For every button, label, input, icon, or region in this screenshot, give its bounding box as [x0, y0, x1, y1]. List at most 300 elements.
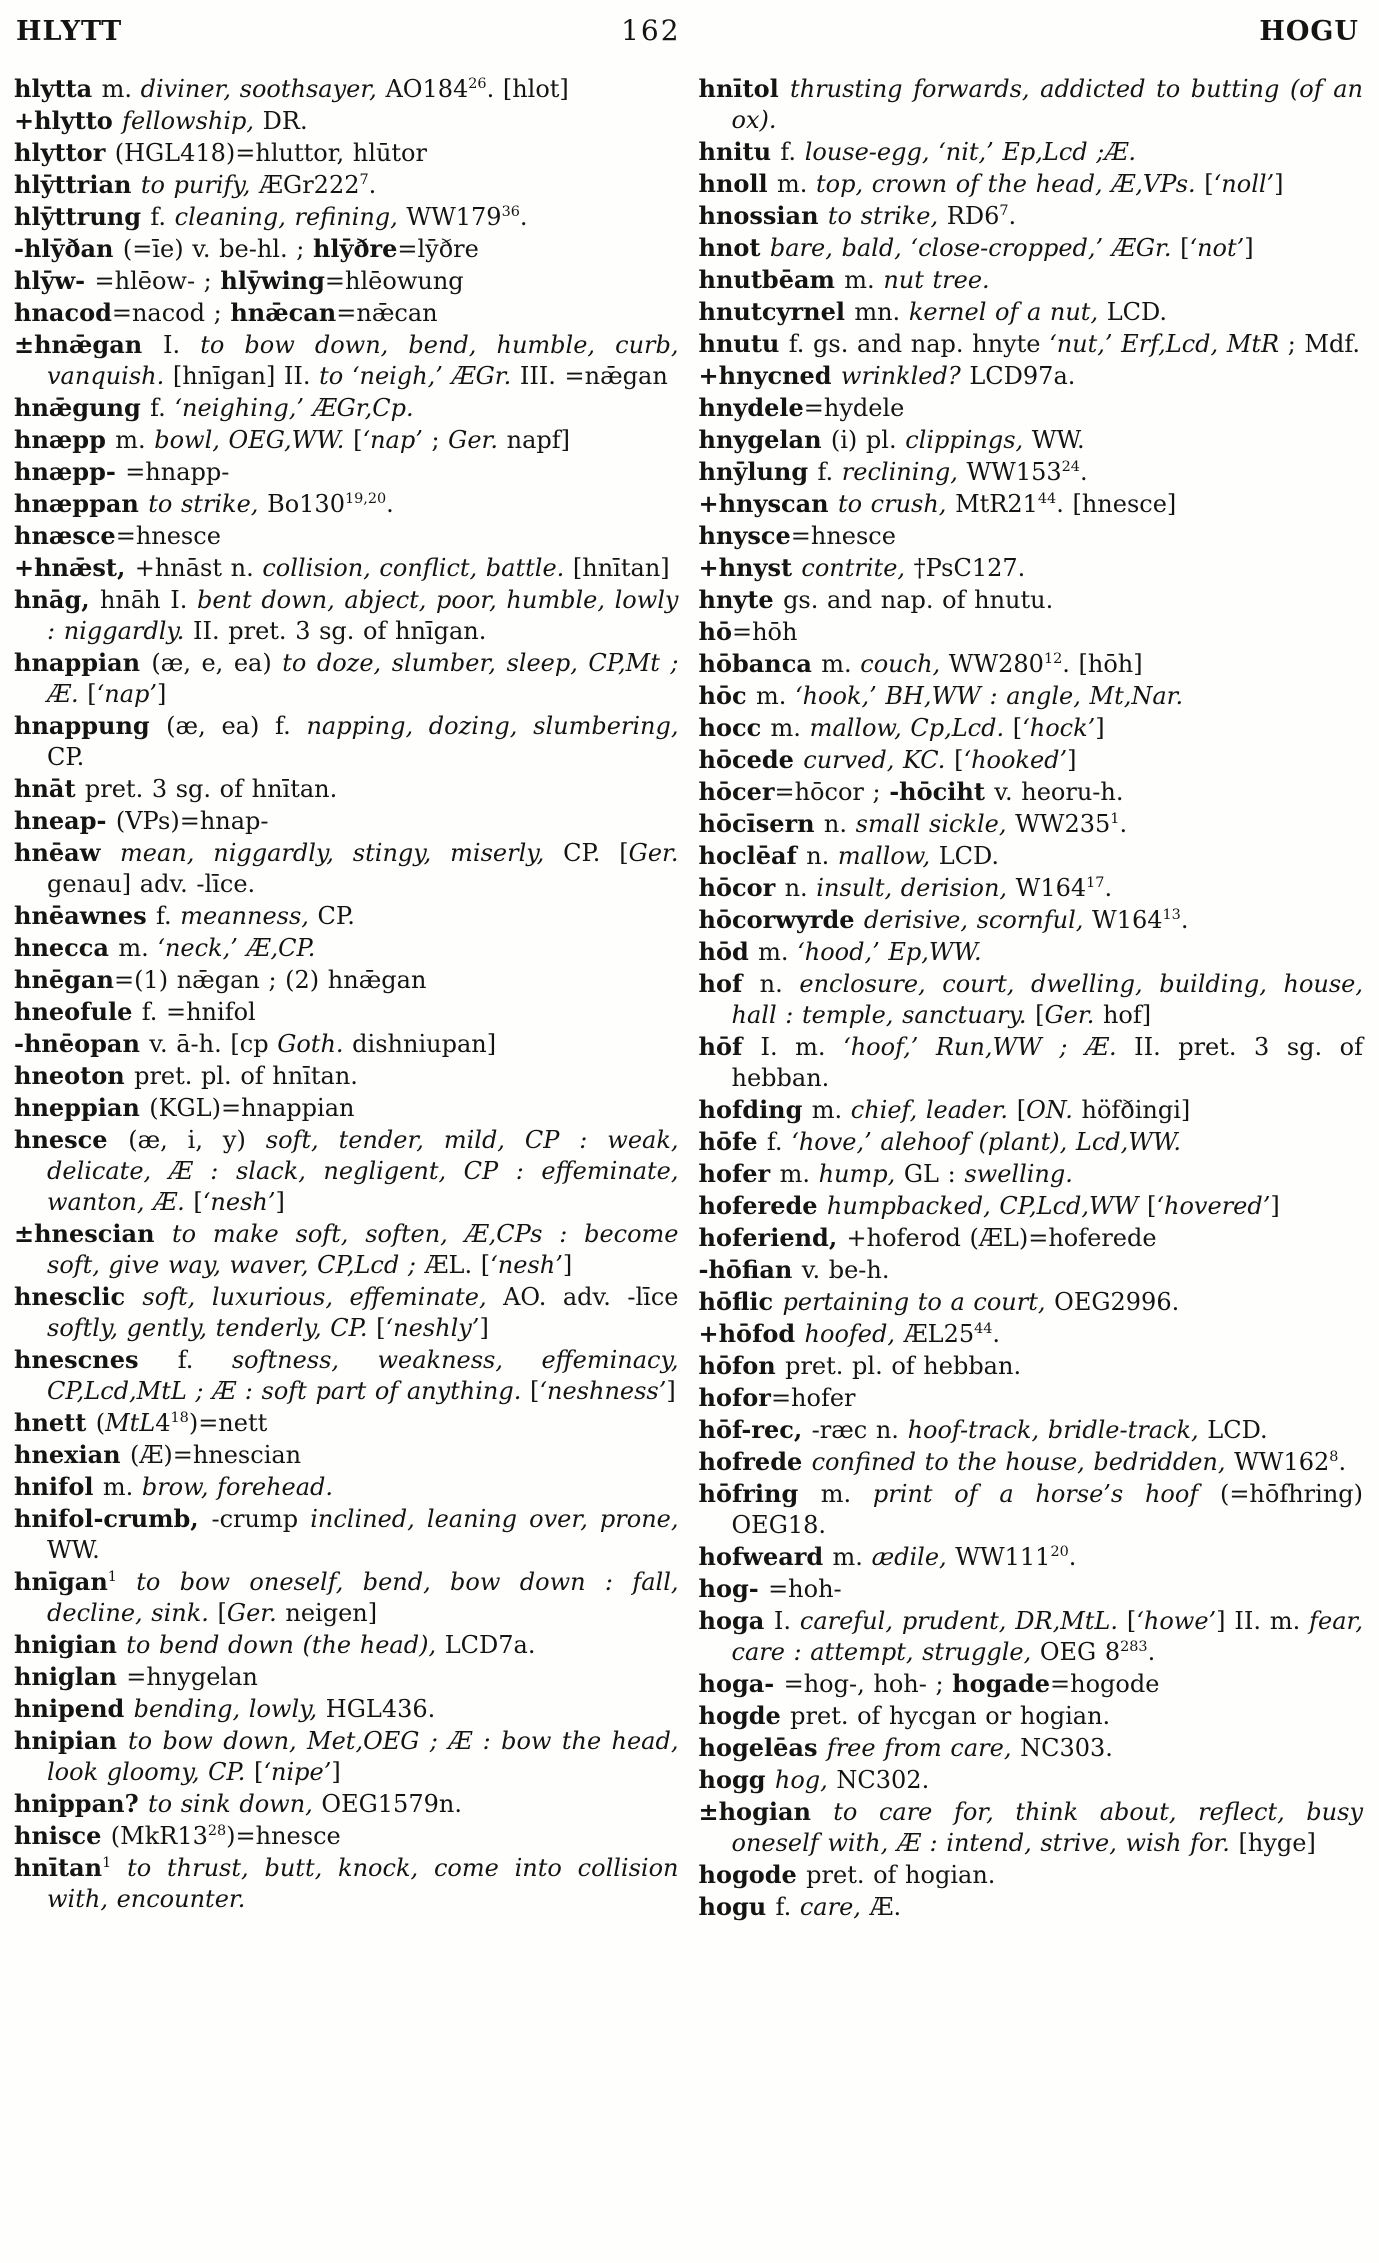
entry-text: W164: [1092, 906, 1163, 934]
entry-text: 4: [155, 1409, 171, 1437]
entry-text: 19,20: [344, 491, 387, 507]
entry-text: napf]: [498, 426, 571, 454]
entry-text: =hnesce: [790, 522, 896, 550]
headword: hōcede: [698, 745, 804, 774]
headword: hnēawnes: [14, 901, 156, 930]
entry-text: HGL436.: [325, 1695, 436, 1723]
headword: hōf-rec,: [698, 1415, 812, 1444]
dictionary-entry: [14, 329, 679, 392]
dictionary-entry: [699, 1318, 1364, 1350]
dictionary-entry: [14, 1788, 679, 1820]
entry-text: m.: [102, 1473, 142, 1501]
entry-text: II. pret. 3 sg. of hebban.: [731, 1033, 1363, 1092]
entry-text: )=nett: [188, 1409, 268, 1437]
entry-text: ‘hood,’ Ep,WW.: [797, 938, 982, 966]
entry-text: DR.: [262, 107, 308, 135]
entry-text: 44: [974, 1321, 993, 1337]
dictionary-entry: [14, 201, 679, 233]
entry-text: ‘hooked’: [963, 746, 1068, 774]
headword: hniglan: [14, 1662, 127, 1691]
dictionary-entry: [699, 1700, 1364, 1732]
headword: hōflic: [698, 1287, 783, 1316]
dictionary-entry: [14, 1344, 679, 1407]
headword: hnēaw: [14, 838, 120, 867]
entry-text: ‘hovered’: [1156, 1192, 1271, 1220]
entry-text: to thrust, butt, knock, come into collision with, encounter.: [47, 1854, 679, 1913]
headword: hofer: [698, 1159, 780, 1188]
entry-text: m.: [755, 682, 795, 710]
dictionary-entry: [699, 584, 1364, 616]
entry-text: =hlēow- ;: [94, 267, 221, 295]
entry-text: LCD.: [938, 842, 1000, 870]
dictionary-entry: [14, 1407, 679, 1439]
headword: hlȳttrung: [14, 202, 151, 231]
headword: hoga-: [698, 1669, 784, 1698]
entry-text: MtL: [105, 1409, 156, 1437]
headword: hoga: [698, 1606, 774, 1635]
entry-text: to care for, think about, reflect, busy oneself with, Æ : intend, strive, wish for.: [731, 1798, 1364, 1857]
entry-text: ‘nesh’: [490, 1251, 563, 1279]
entry-text: MtR21: [955, 490, 1038, 518]
entry-text: LCD.: [1106, 298, 1168, 326]
entry-text: OEG 8: [1039, 1638, 1121, 1666]
entry-text: [hnītan]: [572, 554, 670, 582]
entry-text: ‘nipe’: [263, 1758, 332, 1786]
headword: hnitu: [698, 137, 781, 166]
entry-text: [: [87, 680, 97, 708]
entry-text: neigen]: [276, 1599, 378, 1627]
entry-text: AO184: [385, 75, 469, 103]
entry-text: 17: [1086, 875, 1105, 891]
entry-text: soft, tender, mild, CP : weak, delicate, Æ : slack, negligent, CP : effeminate, wanton, Æ.: [47, 1126, 679, 1216]
entry-text: ]: [1274, 170, 1284, 198]
entry-text: ]: [1067, 746, 1077, 774]
headword: hōcīsern: [698, 809, 824, 838]
entry-text: =nacod ;: [111, 299, 231, 327]
entry-text: m.: [832, 1543, 872, 1571]
entry-text: .: [1068, 1543, 1077, 1571]
entry-text: höfðingi]: [1072, 1096, 1191, 1124]
headword: ±hnǣgan: [14, 330, 164, 359]
entry-text: III. =nǣgan: [519, 362, 668, 390]
entry-text: ‘hock’: [1022, 714, 1096, 742]
entry-text: (KGL)=hnappian: [149, 1094, 355, 1122]
entry-text: kernel of a nut,: [908, 298, 1107, 326]
entry-text: OEG2996.: [1054, 1288, 1180, 1316]
entry-text: f.: [766, 1128, 792, 1156]
entry-text: ‘not’: [1189, 234, 1245, 262]
headword: hnoll: [698, 169, 777, 198]
entry-text: hoofed,: [804, 1320, 904, 1348]
dictionary-entry: [699, 424, 1364, 456]
entry-text: f.: [775, 1893, 800, 1921]
dictionary-entry: [699, 360, 1364, 392]
entry-text: brow, forehead.: [141, 1473, 334, 1501]
entry-text: 7: [999, 203, 1009, 219]
headword: hō: [698, 617, 732, 646]
entry-text: =hōcor ;: [774, 778, 890, 806]
entry-text: fear, care : attempt, struggle,: [731, 1607, 1363, 1666]
headword: hnappian: [14, 648, 152, 677]
entry-text: to doze, slumber, sleep, CP,Mt ; Æ.: [47, 649, 679, 708]
dictionary-entry: [699, 744, 1364, 776]
entry-text: f.: [817, 458, 842, 486]
entry-text: =hlēowung: [324, 267, 464, 295]
entry-text: ]: [331, 1758, 341, 1786]
entry-text: hog,: [774, 1766, 837, 1794]
headword: hōcorwyrde: [698, 905, 864, 934]
dictionary-entry: [699, 1478, 1364, 1541]
entry-text: 28: [207, 1823, 227, 1839]
headword: hnifol: [14, 1472, 103, 1501]
entry-text: curved, KC.: [803, 746, 955, 774]
headword: hnæpp: [14, 425, 116, 454]
entry-text: to purify,: [140, 171, 260, 199]
dictionary-entry: [699, 264, 1364, 296]
entry-text: ]: [479, 1314, 489, 1342]
entry-text: =hnygelan: [126, 1663, 258, 1691]
headword: hlȳwing: [220, 266, 325, 295]
headword: hnippan?: [14, 1789, 148, 1818]
header-catchword-left: HLYTT: [16, 16, 123, 47]
entry-text: [: [1016, 1096, 1027, 1124]
dictionary-entry: [699, 904, 1364, 936]
entry-text: ÆL25: [903, 1320, 975, 1348]
entry-text: =hōh: [731, 618, 798, 646]
headword: hōfe: [698, 1127, 767, 1156]
entry-text: Ger.: [628, 839, 679, 867]
dictionary-entry: [699, 488, 1364, 520]
entry-text: ]: [1270, 1192, 1280, 1220]
entry-text: f. gs. and nap. hnyte: [788, 330, 1050, 358]
entry-text: swelling.: [964, 1160, 1073, 1188]
entry-text: (: [95, 1409, 106, 1437]
headword: hnecca: [14, 933, 119, 962]
dictionary-entry: [699, 392, 1364, 424]
entry-text: m.: [758, 938, 798, 966]
headword: hoferiend,: [698, 1223, 847, 1252]
dictionary-entry: [14, 932, 679, 964]
headword: hogade: [952, 1669, 1051, 1698]
entry-text: to strike,: [148, 490, 268, 518]
entry-text: =lȳðre: [397, 235, 479, 263]
page-header: [14, 12, 1363, 47]
entry-text: care,: [799, 1893, 870, 1921]
entry-text: [: [1147, 1192, 1157, 1220]
entry-text: -ræc n.: [811, 1416, 908, 1444]
entry-text: WW111: [955, 1543, 1051, 1571]
entry-text: humpbacked, CP,Lcd,WW: [826, 1192, 1148, 1220]
headword: hogu: [698, 1892, 776, 1921]
dictionary-entry: [699, 1668, 1364, 1700]
headword: hnipian: [14, 1726, 129, 1755]
entry-text: couch,: [860, 650, 949, 678]
entry-text: .: [992, 1320, 1001, 1348]
entry-text: NC303.: [1020, 1734, 1113, 1762]
headword: +hnyst: [698, 553, 802, 582]
headword: hnutu: [698, 329, 789, 358]
entry-text: =hydele: [803, 394, 905, 422]
dictionary-entry: [14, 1693, 679, 1725]
entry-text: OEG1579n.: [321, 1790, 462, 1818]
entry-text: ædile,: [871, 1543, 956, 1571]
entry-text: m.: [811, 1096, 851, 1124]
headword: hnygelan: [698, 425, 831, 454]
entry-text: [: [1204, 170, 1214, 198]
headword: hnutbēam: [698, 265, 845, 294]
entry-text: to crush,: [837, 490, 956, 518]
entry-text: m.: [779, 1160, 819, 1188]
dictionary-entry: [699, 1891, 1364, 1923]
headword: -hnēopan: [14, 1029, 150, 1058]
entry-text: . [hnesce]: [1056, 490, 1177, 518]
entry-text: napping, dozing, slumbering,: [306, 712, 679, 740]
dictionary-entry: [14, 837, 679, 900]
entry-text: .: [1008, 202, 1017, 230]
entry-text: ]: [666, 1377, 676, 1405]
dictionary-entry: [699, 328, 1364, 360]
entry-text: [: [253, 1758, 264, 1786]
entry-text: [: [217, 1599, 227, 1627]
dictionary-entry: [699, 872, 1364, 904]
entry-text: soft, luxurious, effeminate,: [142, 1283, 504, 1311]
headword: hoferede: [698, 1191, 827, 1220]
dictionary-entry: [699, 1350, 1364, 1382]
entry-text: m.: [844, 266, 884, 294]
entry-text: ‘hook,’ BH,WW : angle, Mt,Nar.: [794, 682, 1184, 710]
headword: hōf: [698, 1032, 761, 1061]
entry-text: n.: [759, 970, 800, 998]
headword: hogode: [698, 1860, 807, 1889]
entry-text: †PsC127.: [913, 554, 1026, 582]
headword: hnȳlung: [698, 457, 818, 486]
entry-text: =hnapp-: [125, 458, 230, 486]
entry-text: m.: [118, 934, 158, 962]
headword: hofweard: [698, 1542, 833, 1571]
entry-text: ON.: [1026, 1096, 1073, 1124]
entry-text: to sink down,: [148, 1790, 322, 1818]
headword: hnifol-crumb,: [14, 1504, 212, 1533]
entry-text: ]: [562, 1251, 573, 1279]
entry-text: to bow down, bend, humble, curb, vanquish.: [47, 331, 679, 390]
entry-text: 13: [1162, 907, 1181, 923]
entry-text: m.: [101, 75, 141, 103]
entry-text: louse-egg, ‘nit,’ Ep,Lcd ;Æ.: [804, 138, 1137, 166]
headword: hlȳðre: [312, 234, 398, 263]
entry-text: bending, lowly,: [133, 1695, 326, 1723]
entry-text: v. be-h.: [801, 1256, 890, 1284]
dictionary-entry: [14, 488, 679, 520]
entry-text: W164: [1015, 874, 1087, 902]
entry-text: RD6: [946, 202, 1000, 230]
headword: hog-: [698, 1574, 769, 1603]
headword: -hōfian: [698, 1255, 802, 1284]
dictionary-entry: [699, 1446, 1364, 1478]
entry-text: Ger.: [448, 426, 499, 454]
dictionary-entry: [14, 1060, 679, 1092]
entry-text: [: [1035, 1001, 1045, 1029]
entry-text: gs. and nap. of hnutu.: [783, 586, 1054, 614]
headword: hnappung: [14, 711, 167, 740]
headword: hnæppan: [14, 489, 149, 518]
entry-text: f.: [150, 203, 175, 231]
entry-text: f.: [155, 902, 181, 930]
entry-text: (=hōfhring) OEG18.: [731, 1480, 1364, 1539]
entry-text: [: [1012, 714, 1023, 742]
dictionary-entry: [14, 1092, 679, 1124]
entry-text: m.: [115, 426, 155, 454]
entry-text: WW235: [1015, 810, 1111, 838]
headword: hnysce: [698, 521, 791, 550]
headword: hnigian: [14, 1630, 127, 1659]
entry-text: 1: [102, 1855, 112, 1871]
dictionary-entry: [699, 712, 1364, 744]
entry-text: ‘neshness’: [539, 1377, 667, 1405]
entry-text: thrusting forwards, addicted to butting (of an ox).: [731, 75, 1363, 134]
entry-text: 24: [1061, 459, 1080, 475]
dictionary-entry: [14, 73, 679, 105]
dictionary-entry: [699, 1414, 1364, 1446]
entry-text: 12: [1043, 651, 1063, 667]
entry-text: ‘howe’: [1136, 1607, 1217, 1635]
entry-text: fellowship,: [122, 107, 263, 135]
dictionary-entry: [14, 233, 679, 265]
dictionary-entry: [14, 552, 679, 584]
entry-text: reclining,: [841, 458, 967, 486]
entry-text: ‘noll’: [1213, 170, 1275, 198]
dictionary-entry: [699, 296, 1364, 328]
dictionary-columns: [14, 73, 1363, 1923]
headword: hof: [698, 969, 760, 998]
entry-text: diviner, soothsayer,: [140, 75, 386, 103]
dictionary-entry: [14, 392, 679, 424]
entry-text: ‘neck,’ Æ,CP.: [157, 934, 316, 962]
entry-text: 18: [170, 1410, 189, 1426]
entry-text: [: [530, 1377, 540, 1405]
dictionary-entry: [699, 680, 1364, 712]
entry-text: LCD7a.: [444, 1631, 536, 1659]
entry-text: small sickle,: [855, 810, 1016, 838]
dictionary-entry: [699, 1094, 1364, 1126]
entry-text: =hoh-: [768, 1575, 842, 1603]
entry-text: [hnīgan] II.: [172, 362, 320, 390]
entry-text: II. pret. 3 sg. of hnīgan.: [193, 617, 487, 645]
entry-text: pret. pl. of hebban.: [785, 1352, 1022, 1380]
entry-text: mean, niggardly, stingy, miserly,: [120, 839, 564, 867]
dictionary-entry: [699, 840, 1364, 872]
entry-text: 7: [359, 172, 369, 188]
entry-text: f.: [177, 1346, 232, 1374]
entry-text: m.: [820, 1480, 873, 1508]
headword: hoclēaf: [698, 841, 807, 870]
entry-text: ‘nut,’ Erf,Lcd, MtR: [1049, 330, 1288, 358]
dictionary-entry: [14, 297, 679, 329]
entry-text: enclosure, court, dwelling, building, house, hall : temple, sanctuary.: [731, 970, 1364, 1029]
entry-text: .: [1104, 874, 1113, 902]
dictionary-entry: [699, 1573, 1364, 1605]
dictionary-entry: [699, 808, 1364, 840]
entry-text: )=hnesce: [226, 1822, 341, 1850]
entry-text: [: [954, 746, 964, 774]
dictionary-entry: [14, 964, 679, 996]
entry-text: WW179: [406, 203, 502, 231]
headword: +hnǣst,: [14, 553, 135, 582]
entry-text: bare, bald, ‘close-cropped,’ ÆGr.: [769, 234, 1181, 262]
headword: hogg: [698, 1765, 775, 1794]
entry-text: =hnesce: [115, 522, 221, 550]
dictionary-entry: [14, 996, 679, 1028]
entry-text: .: [368, 171, 377, 199]
entry-text: mallow, Cp,Lcd.: [809, 714, 1013, 742]
headword: +hlytto: [14, 106, 123, 135]
entry-text: ÆGr222: [259, 171, 360, 199]
entry-text: 1: [1110, 811, 1120, 827]
entry-text: (Æ)=hnescian: [129, 1441, 302, 1469]
entry-text: hof]: [1094, 1001, 1152, 1029]
dictionary-entry: [699, 136, 1364, 168]
dictionary-entry: [699, 1796, 1364, 1859]
headword: hofrede: [698, 1447, 812, 1476]
headword: hnesclic: [14, 1282, 143, 1311]
headword: hnǣcan: [230, 298, 337, 327]
entry-text: meanness,: [180, 902, 318, 930]
dictionary-entry: [699, 73, 1364, 136]
entry-text: ] II. m.: [1216, 1607, 1310, 1635]
entry-text: (MkR13: [110, 1822, 208, 1850]
entry-text: .: [519, 203, 528, 231]
entry-text: free from care,: [826, 1734, 1021, 1762]
dictionary-entry: [699, 1031, 1364, 1094]
dictionary-entry: [699, 1222, 1364, 1254]
dictionary-entry: [14, 1629, 679, 1661]
entry-text: 8: [1329, 1449, 1339, 1465]
entry-text: hoof-track, bridle-track,: [907, 1416, 1208, 1444]
entry-text: pertaining to a court,: [782, 1288, 1055, 1316]
dictionary-entry: [699, 1732, 1364, 1764]
dictionary-entry: [699, 1190, 1364, 1222]
entry-text: (VPs)=hnap-: [115, 807, 269, 835]
entry-text: confined to the house, bedridden,: [811, 1448, 1235, 1476]
entry-text: f.: [780, 138, 805, 166]
entry-text: WW153: [966, 458, 1062, 486]
page-number: 162: [621, 14, 681, 47]
dictionary-entry: [699, 1126, 1364, 1158]
entry-text: hump,: [818, 1160, 904, 1188]
entry-text: ]: [1095, 714, 1105, 742]
dictionary-entry: [14, 1852, 679, 1915]
entry-text: v. ā-h. [cp: [149, 1030, 278, 1058]
entry-text: Ger.: [226, 1599, 277, 1627]
entry-text: Goth.: [277, 1030, 344, 1058]
headword: hlyttor: [14, 138, 115, 167]
entry-text: (æ, e, ea): [151, 649, 283, 677]
headword: hnipend: [14, 1694, 134, 1723]
entry-text: pret. of hycgan or hogian.: [790, 1702, 1111, 1730]
entry-text: 1: [107, 1569, 117, 1585]
headword: hnesce: [14, 1125, 129, 1154]
entry-text: f. =hnifol: [141, 998, 256, 1026]
entry-text: ‘hove,’ alehoof (plant), Lcd,WW.: [791, 1128, 1182, 1156]
entry-text: ‘nap’: [362, 426, 423, 454]
entry-text: 36: [501, 204, 520, 220]
dictionary-entry: [14, 647, 679, 710]
dictionary-entry: [14, 1725, 679, 1788]
entry-text: . [hōh]: [1062, 650, 1143, 678]
dictionary-entry: [14, 1503, 679, 1566]
entry-text: to bow down, Met,OEG ; Æ : bow the head, look gloomy, CP.: [47, 1727, 679, 1786]
entry-text: (æ, ea) f.: [166, 712, 307, 740]
headword: hōd: [698, 937, 759, 966]
